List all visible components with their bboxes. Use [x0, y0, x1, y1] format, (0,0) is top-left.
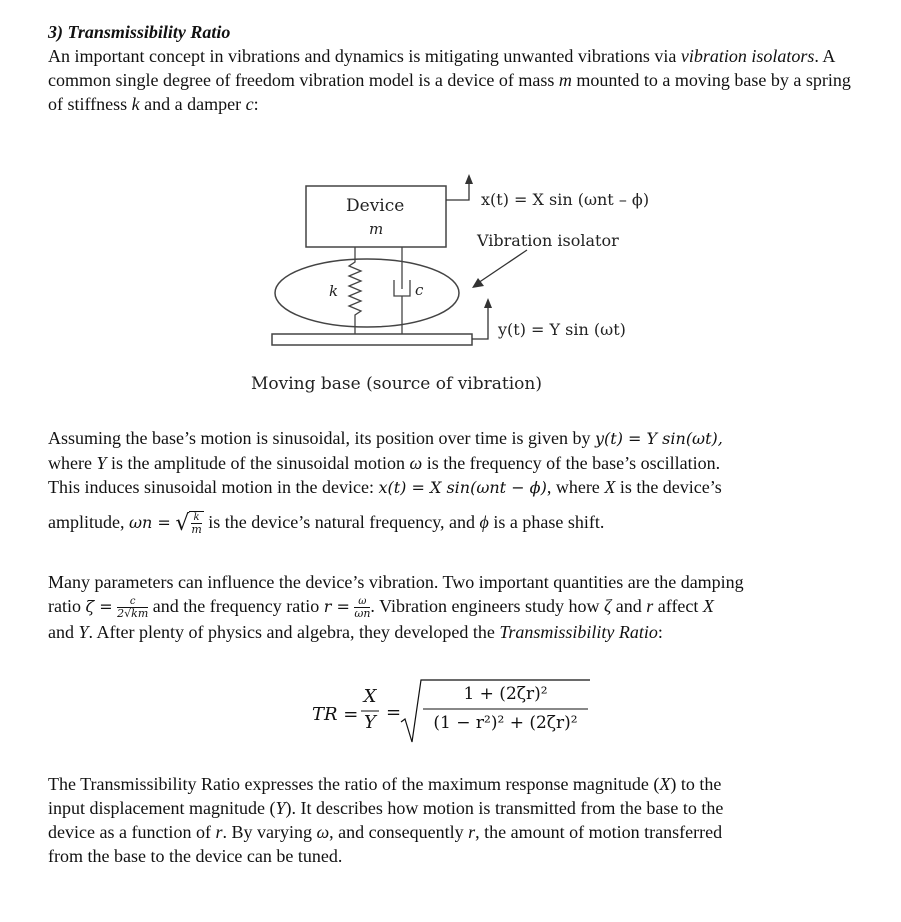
xy-frac-den: Y: [364, 712, 376, 733]
var-c: c: [245, 94, 254, 114]
motion-text-3a: This induces sinusoidal motion in the device:: [48, 477, 379, 497]
motion-text-3b: , where: [546, 477, 605, 497]
r-den: ωn: [354, 606, 371, 620]
var-X: X: [604, 477, 616, 497]
formula-denominator: (1 − r²)² + (2ζr)²: [433, 713, 578, 733]
isolator-label: Vibration isolator: [477, 231, 619, 250]
x-equation-label: x(t) = X sin (ωnt – ϕ): [481, 190, 650, 209]
intro-text-3: mounted to a moving base by a spring of stiffness: [48, 70, 851, 114]
var-Y-2: Y: [78, 621, 89, 642]
omega-n-symbol: ωn =: [128, 513, 171, 532]
intro-text-1: An important concept in vibrations and dynamics is mitigating unwanted vibrations via: [48, 46, 681, 66]
param-text-tail: . Vibration engineers study how: [370, 596, 604, 616]
var-X-2: X: [702, 596, 714, 616]
concl-text-2b: ). It describes how motion is transmitted from the base to the: [285, 798, 724, 818]
device-motion-equation: x(t) = X sin(ωnt − ϕ): [378, 478, 547, 497]
concl-text-2a: input displacement magnitude (: [48, 798, 276, 818]
xy-frac-num: X: [363, 686, 377, 707]
var-zeta: ζ: [603, 596, 612, 616]
var-k: k: [131, 94, 140, 114]
y-equation-label: y(t) = Y sin (ωt): [498, 320, 626, 339]
zeta-equation: ζ =: [85, 597, 113, 616]
motion-text-4c: is a phase shift.: [488, 512, 605, 532]
spring-label: k: [329, 282, 339, 300]
var-Y-3: Y: [275, 798, 286, 818]
base-motion-equation: y(t) = Y sin(ωt),: [595, 429, 723, 448]
sqrt-num: k: [193, 512, 200, 524]
concl-text-3a: device as a function of: [48, 822, 216, 842]
concl-text-4: from the base to the device can be tuned.: [48, 846, 343, 866]
zeta-num: c: [129, 595, 136, 607]
device-label: Device: [346, 196, 405, 216]
param-text-3b: . After plenty of physics and algebra, they developed the: [88, 621, 500, 642]
concl-text-1a: The Transmissibility Ratio expresses the ratio of the maximum response magnitude (: [48, 774, 660, 794]
param-text-3c: :: [657, 621, 663, 642]
motion-text-1: Assuming the base’s motion is sinusoidal, its position over time is given by: [48, 428, 595, 448]
var-m: m: [558, 70, 572, 90]
param-text-1: Many parameters can influence the device’s vibration. Two important quantities are the damping: [48, 572, 744, 592]
param-ratio-word: ratio: [48, 596, 86, 616]
motion-text-4a: amplitude,: [48, 512, 129, 532]
zeta-den: 2√km: [117, 606, 149, 620]
sqrt-den: m: [191, 523, 202, 537]
figure-caption: Moving base (source of vibration): [251, 374, 542, 394]
concl-text-3c: , and consequently: [329, 822, 469, 842]
formula-equals: =: [386, 702, 402, 723]
sqrt-icon: √: [175, 510, 190, 536]
motion-text-2a: where: [48, 453, 97, 473]
tr-lhs: TR =: [312, 704, 359, 725]
var-omega: ω: [409, 453, 423, 473]
conclusion-paragraph: [48, 772, 858, 868]
var-X-3: X: [659, 774, 671, 794]
param-text-3a: and: [48, 621, 79, 642]
formula-numerator: 1 + (2ζr)²: [463, 684, 548, 704]
var-r-3: r: [468, 822, 476, 842]
var-r-2: r: [215, 822, 223, 842]
intro-text-4: and a damper: [139, 94, 246, 114]
r-num: ω: [358, 595, 367, 607]
param-text-mid: and the frequency ratio: [148, 596, 324, 616]
intro-text-5: :: [253, 94, 259, 114]
tr-name: Transmissibility Ratio: [499, 621, 658, 642]
motion-text-3c: is the device’s: [615, 477, 722, 497]
var-omega-2: ω: [316, 822, 330, 842]
damper-label: c: [415, 281, 424, 299]
section-title: Transmissibility Ratio: [67, 22, 231, 42]
var-Y: Y: [96, 453, 107, 473]
concl-text-1b: ) to the: [670, 774, 722, 794]
concl-text-3b: . By varying: [222, 822, 317, 842]
param-affect: affect: [653, 596, 703, 616]
intro-emphasis: vibration isolators: [680, 46, 815, 66]
r-equation: r =: [323, 597, 350, 616]
mass-label: m: [369, 220, 384, 238]
concl-text-3d: , the amount of motion transferred: [475, 822, 723, 842]
var-r: r: [646, 596, 654, 616]
var-phi: ϕ: [479, 512, 489, 532]
intro-text-2: . A common single degree of freedom vibration model is a device of mass: [48, 46, 835, 90]
motion-text-2b: is the amplitude of the sinusoidal motion: [106, 453, 410, 473]
section-number: 3): [48, 22, 63, 42]
motion-text-4b: is the device’s natural frequency, and: [203, 512, 480, 532]
motion-text-2c: is the frequency of the base’s oscillation.: [422, 453, 721, 473]
param-and: and: [611, 596, 647, 616]
